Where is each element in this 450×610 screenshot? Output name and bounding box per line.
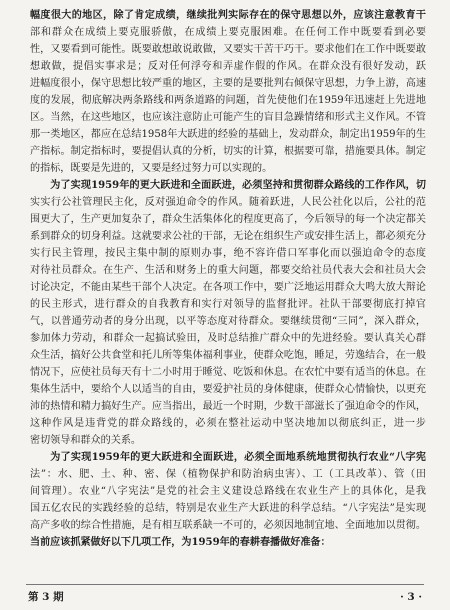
text-line: 进幅度很小，保守思想比较严重的地区，主要的是要批判右倾保守思想，力争上游，高速 <box>30 78 426 89</box>
text-line: 这种作风是违背党的群众路线的，必须在整社运动中坚决地加以彻底纠正，进一步 <box>30 418 426 429</box>
text-line: 性，又要看到可能性。既要敢想敢说敢做，又要实干苦干巧干。要求他们在工作中既要敢 <box>30 44 426 55</box>
page-number: · 3 · <box>400 591 422 603</box>
issue-number: 第 3 期 <box>28 591 64 603</box>
text-line: 产指标。制定指标时，要提倡认真的分析，切实的计算，根据要可靠，措施要具体。制定 <box>30 146 426 157</box>
text-line: 高产多收的综合性措施，是有相互联系缺一不可的，必须因地制宜地、全面地加以贯彻。 <box>30 520 426 531</box>
text-line: 度的发展，彻底解决两条路线和两条道路的问题，首先使他们在1959年迅速赶上先进地 <box>30 95 426 106</box>
text-line: 对待社员群众。在生产、生活和财务上的重大问题，都要交给社员代表大会和社员大会 <box>30 265 426 276</box>
text-line: 的民主形式，进行群众的自我教育和实行对领导的监督批评。社队干部要彻底打掉官 <box>30 299 426 310</box>
text-line: 实实行公社管理民主化，反对强迫命令的作风。随着跃进，人民公社化以后，公社的范 <box>30 197 426 208</box>
paragraph-2 <box>30 177 426 449</box>
text-line: 讨论决定，不能由某些干部个人决定。在各项工作中，要广泛地运用群众大鸣大放大辩论 <box>30 282 426 293</box>
text-line: 国五亿农民的实践经验的总结，特别是农业生产大跃进的科学总结。“八字宪法”是实现 <box>30 503 426 514</box>
text-line: 系到群众的切身利益。这就要求公社的干部，无论在组织生产或安排生活上，都必须充分 <box>30 231 426 242</box>
text-line: 的指标，既要是先进的，又要是经过努力可以实现的。 <box>30 163 273 174</box>
text-line: 部和群众在成绩上要克服骄傲，在成绩上要克服困难。在任何工作中既要看到必要 <box>30 27 426 38</box>
paragraph-1 <box>30 7 426 177</box>
text-line: 集体生活中，要给个人以适当的自由，要爱护社员的身体健康，使群众心情愉快，以更充 <box>30 384 426 395</box>
text-line: 想敢做，提倡实事求是；反对任何浮夸和弄虚作假的作风。在群众没有很好发动，跃 <box>30 61 426 72</box>
document-body <box>30 7 426 551</box>
text-line: 间管理）。农业“八字宪法”是党的社会主义建设总路线在农业生产上的具体化，是我 <box>30 486 426 497</box>
text-line: 为了实现1959年的更大跃进和全面跃进，必须全面地系统地贯彻执行农业“八字宪 <box>50 452 426 463</box>
text-line: 围更大了，生产更加复杂了，群众生活集体化的程度更高了，今后领导的每一个决定都关 <box>30 214 426 225</box>
text-line: 当前应该抓紧做好以下几项工作，为1959年的春耕春播做好准备： <box>30 537 331 548</box>
text-line: 为了实现1959年的更大跃进和全面跃进，必须坚持和贯彻群众路线的工作作风，切 <box>50 180 426 191</box>
text-line: 沛的热情和精力搞好生产。应当指出，最近一个时期，少数干部滋长了强迫命令的作风， <box>30 401 426 412</box>
text-line: 那一类地区，都应在总结1958年大跃进的经验的基础上，发动群众，制定出1959年的生 <box>30 129 426 140</box>
text-line: 气，以普通劳动者的身分出现，以平等态度对待群众。要继续贯彻“三同”，深入群众， <box>30 316 426 327</box>
text-line: 参加体力劳动，和群众一起搞试验田，及时总结推广群众中的先进经验。要认真关心群 <box>30 333 426 344</box>
text-line: 幅度很大的地区，除了肯定成绩，继续批判实际存在的保守思想以外，应该注意教育干 <box>30 10 426 21</box>
page-footer <box>26 584 424 605</box>
text-line: 区。当然，在这些地区，也应该注意防止可能产生的盲目急躁情绪和形式主义作风。不管 <box>30 112 426 123</box>
text-line: 法”：水、肥、土、种、密、保（植物保护和防治病虫害）、工（工具改革）、管（田 <box>30 469 426 480</box>
text-line: 众生活，搞好公共食堂和托儿所等集体福利事业，使群众吃饱，睡足，劳逸结合，在一般 <box>30 350 426 361</box>
paragraph-3 <box>30 449 426 551</box>
text-line: 实行民主管理，按民主集中制的原则办事，绝不容许借口军事化而以强迫命令的态度 <box>30 248 426 259</box>
text-line: 情况下，应使社员每天有十二小时用于睡觉、吃饭和休息。在农忙中要有适当的休息。在 <box>30 367 426 378</box>
text-line: 密切领导和群众的关系。 <box>30 435 142 446</box>
